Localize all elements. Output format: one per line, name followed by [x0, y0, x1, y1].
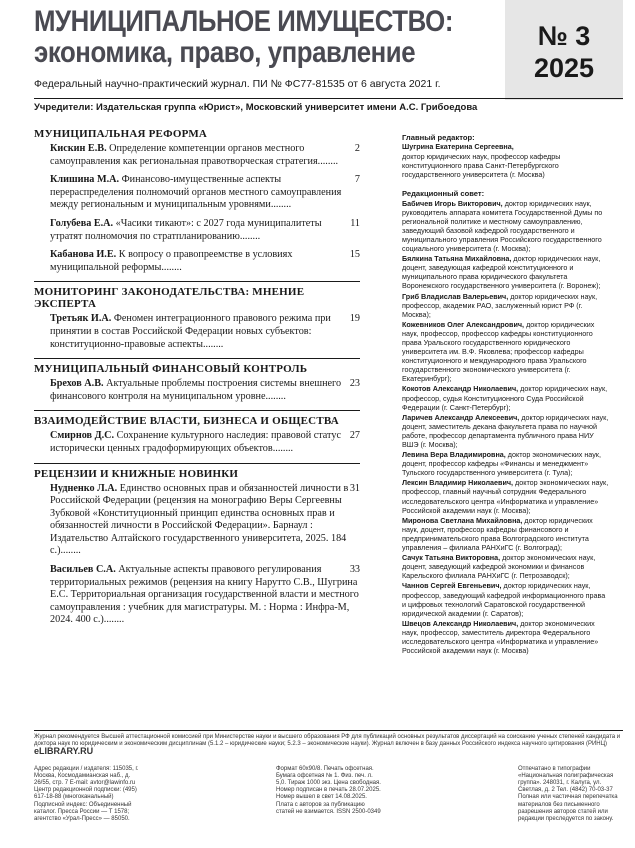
leader-dots: ........ [60, 545, 81, 557]
board-member-desc: доктор юридических наук, профессор, профессор кафедры конституционного права Уральского государственного юридического университета им. В.Ф. Яковлева; профессор кафедры конституционного и международного права Уральского государственного экономического университета (г. Екатеринбург); [402, 319, 595, 384]
article-author: Васильев С.А. [50, 564, 116, 576]
board-member-name: Гриб Владислав Валерьевич, [402, 291, 509, 301]
footer-col-address: Адрес редакции / издателя: 115035, г. Москва, Космодамианская наб., д. 26/55, стр. 7 E-mail: avtor@lawinfo.ru Центр редакционной подписки: (495) 617-18-88 (многоканальный) Подписной индекс: Объединенный каталог. Пресса России — Т 1578; агентство «Урал-Пресс» — 85050. [34, 765, 139, 823]
issue-box [505, 0, 623, 100]
article-author: Смирнов Д.С. [50, 430, 115, 442]
issue-number-text: № 3 [537, 21, 591, 51]
founders-divider [34, 98, 623, 99]
board-member-name: Левина Вера Владимировна, [402, 450, 506, 460]
toc-article[interactable] [50, 143, 360, 168]
board-member-desc: доктор экономических наук, профессор, главный научный сотрудник Федерального исследовательского центра «Информатика и управление» Российской академии наук (г. Москва); [402, 478, 609, 515]
toc-section-title: РЕЦЕНЗИИ И КНИЖНЫЕ НОВИНКИ [34, 463, 360, 480]
toc-article[interactable] [50, 313, 360, 351]
toc-section-title: МУНИЦИПАЛЬНАЯ РЕФОРМА [34, 128, 208, 140]
article-title: Сохранение культурного наследия: правовой статус исторически ценных градоформирующих объектов [50, 430, 341, 454]
editor-label: Главный редактор: [402, 133, 475, 142]
footer [34, 730, 623, 823]
board-member [402, 619, 610, 655]
article-author: Голубева Е.А. [50, 217, 114, 229]
footer-col-format: Формат 60х90/8. Печать офсетная. Бумага офсетная № 1. Физ. печ. л. 5,0. Тираж 1000 экз. Цена свободная. Номер подписан в печать 28.07.2025. Номер вышел в свет 14.08.2025. Плата с авторов за публикацию статей не взимается. ISSN 2500-0349 [276, 765, 381, 815]
article-author: Клишина М.А. [50, 174, 120, 186]
board-member [402, 199, 610, 254]
board-member-name: Кожевников Олег Александрович, [402, 319, 525, 329]
leader-dots: ........ [270, 199, 292, 211]
toc-article[interactable] [50, 483, 360, 559]
board-label: Редакционный совет: [402, 189, 485, 199]
article-title: «Часики тикают»: с 2027 года муниципалитеты утратят полномочия по стратпланированию [50, 217, 322, 242]
board-member-desc: доктор юридических наук, доцент, заместитель декана факультета права по научной работе, профессор департамента публичного права НИУ ВШЭ (г. Москва); [402, 412, 609, 449]
board-member [402, 516, 610, 552]
board-list [402, 199, 610, 656]
toc-section [34, 358, 360, 403]
table-of-contents [34, 126, 360, 634]
article-title: Актуальные проблемы построения системы внешнего финансового контроля на муниципальном уровне [50, 378, 342, 402]
board-member [402, 553, 610, 580]
article-title: Финансово-имущественные аспекты перераспределения полномочий органов местного самоуправления между региональным и муниципальным уровнями [50, 174, 342, 211]
article-page-number: 7 [354, 174, 360, 186]
leader-dots: ........ [103, 614, 125, 626]
board-member [402, 478, 610, 514]
toc-section [34, 126, 360, 274]
board-member [402, 413, 610, 449]
board-member-name: Миронова Светлана Михайловна, [402, 515, 523, 525]
board-member [402, 384, 610, 411]
article-title: Единство основных прав и обязанностей личности в Российской Федерации (рецензия на монографию Веры Сергеевны Зубковой «Конституционный принцип единства основных прав и обязанностей личности в Российской Федерации». Барнаул : Издательство Алтайского государственного университета, 2025. 184 с.) [50, 482, 349, 557]
board-member [402, 450, 610, 477]
article-author: Кабанова И.Е. [50, 249, 117, 261]
board-member-desc: доктор юридических наук, профессор, заведующий кафедрой информационного права и цифровых технологий Саратовской государственной юридической академии (г. Саратов); [402, 581, 606, 618]
journal-title-line2: экономика, право, управление [34, 36, 416, 69]
issue-number [505, 20, 623, 84]
toc-section-title: МОНИТОРИНГ ЗАКОНОДАТЕЛЬСТВА: МНЕНИЕ ЭКСПЕРТА [34, 281, 360, 310]
board-member-desc: доктор юридических наук, доцент, заведующая кафедрой конституционного и муниципального права юридического факультета Воронежского государственного университета (г. Воронеж); [402, 254, 601, 291]
toc-article[interactable] [50, 430, 360, 455]
article-title: Определение компетенции органов местного самоуправления как региональная правотворческая стратегия [50, 143, 318, 167]
board-member-desc: доктор юридических наук, доцент, профессор кафедры финансового и предпринимательского права Волгоградского института управления – филиала РАНХиГС (г. Волгоград); [402, 515, 593, 553]
board-member-name: Кокотов Александр Николаевич, [402, 384, 519, 394]
leader-dots: ........ [272, 442, 294, 454]
board-member-name: Чаннов Сергей Евгеньевич, [402, 581, 502, 591]
board-member-name: Сачук Татьяна Викторовна, [402, 553, 501, 563]
leader-dots: ........ [161, 261, 182, 273]
article-page-number: 11 [350, 217, 360, 229]
article-page-number: 15 [349, 249, 360, 261]
footer-columns [34, 766, 623, 824]
board-member-desc: доктор экономических наук, доцент, профессор кафедры «Финансы и менеджмент» Тульского государственного университета (г. Тула); [402, 450, 601, 478]
toc-section [34, 463, 360, 628]
board-member-desc: доктор экономических наук, доцент, заведующий кафедрой экономики и финансов Карельского филиала РАНХиГС (г. Петрозаводск); [402, 553, 596, 581]
editor-name: Шугрина Екатерина Сергеевна, [402, 142, 514, 152]
toc-section [34, 281, 360, 351]
journal-title-line1: МУНИЦИПАЛЬНОЕ ИМУЩЕСТВО: [34, 5, 453, 38]
article-page-number: 33 [349, 564, 360, 576]
board-member [402, 254, 610, 290]
toc-section-title: МУНИЦИПАЛЬНЫЙ ФИНАНСОВЫЙ КОНТРОЛЬ [34, 358, 360, 375]
board-member-desc: доктор юридических наук, руководитель аппарата комитета Государственной Думы по региональной политике и местному самоуправлению, заведующий базовой кафедрой государственного и муниципального управления Российского государственного социального университета (г. Москва); [402, 198, 603, 254]
article-page-number: 27 [349, 430, 360, 442]
article-title: Феномен интеграционного правового режима при принятии в состав Российской Федерации новых субъектов: конституционно-правовые аспекты [50, 313, 331, 350]
toc-section-title: ВЗАИМОДЕЙСТВИЕ ВЛАСТИ, БИЗНЕСА И ОБЩЕСТВА [34, 410, 360, 427]
board-member-name: Бялкина Татьяна Михайловна, [402, 254, 512, 264]
toc-article[interactable] [50, 249, 360, 274]
article-author: Нудненко Л.А. [50, 482, 118, 494]
editorial-sidebar [402, 133, 610, 656]
board-member-desc: доктор юридических наук, профессор, судья Конституционного Суда Российской Федерации (г. Санкт-Петербург); [402, 384, 608, 412]
board-member [402, 581, 610, 617]
journal-title [34, 6, 453, 68]
article-title: К вопросу о правопреемстве в условиях муниципальной реформы [50, 249, 293, 273]
article-title: Актуальные аспекты правового регулирования территориальных режимов (рецензия на книгу Нарутто С.В., Шугрина Е.С. Территориальная организация государственной власти и местного самоуправления : учебник для магистратуры. М. : Норма : Инфра-М, 2024. 400 с.) [50, 564, 359, 626]
article-author: Кискин Е.В. [50, 143, 107, 154]
board-member [402, 320, 610, 384]
elibrary-logo: eLIBRARY.RU [34, 746, 94, 757]
founders-line: Учредители: Издательская группа «Юрист», Московский университет имени А.С. Грибоедова [34, 102, 478, 113]
leader-dots: ........ [265, 390, 286, 402]
board-member-desc: доктор юридических наук, профессор, академик РАО, заслуженный юрист РФ (г. Москва); [402, 291, 598, 319]
toc-article[interactable] [50, 564, 360, 627]
article-author: Третьяк И.А. [50, 313, 112, 325]
issue-year-text: 2025 [533, 53, 595, 83]
article-page-number: 19 [349, 313, 360, 325]
journal-subtitle: Федеральный научно-практический журнал. ПИ № ФС77-81535 от 6 августа 2021 г. [34, 78, 441, 90]
toc-article[interactable] [50, 378, 360, 403]
article-page-number: 23 [349, 378, 360, 390]
board-member-desc: доктор экономических наук, профессор, заместитель директора Федерального исследовательского центра «Информатика и управление» Российской академии наук (г. Москва) [402, 618, 599, 656]
article-author: Брехов А.В. [50, 378, 104, 390]
leader-dots: ........ [202, 338, 224, 350]
footer-col-printing: Отпечатано в типографии «Национальная полиграфическая группа». 248031, г. Калуга, ул. Светлая, д. 2 Тел. (4842) 70-03-37 Полная или частичная перепечатка материалов без письменного разрешения авторов статей или редакции преследуется по закону. [518, 765, 618, 823]
masthead [0, 0, 635, 126]
footer-note-text: Журнал рекомендуется Высшей аттестационной комиссией при Министерстве науки и высшего образования РФ для публикаций основных результатов диссертаций на соискание ученых степеней кандидата и доктора наук по юридическим и экономическим дисциплинам (5.1.2 – юридические науки; 5.2.3 – экономические науки). Журнал включен в базу данных Российского индекса научного цитирования (РИНЦ) [34, 734, 621, 748]
toc-article[interactable] [50, 174, 360, 212]
board-member [402, 292, 610, 319]
board-member-name: Швецов Александр Николаевич, [402, 618, 519, 628]
board-member-name: Лексин Владимир Николаевич, [402, 478, 514, 488]
footer-note [34, 730, 623, 758]
editor-description: доктор юридических наук, профессор кафедры конституционного права Санкт-Петербургского государственного университета (г. Москва) [402, 152, 561, 180]
toc-article[interactable] [50, 218, 360, 243]
article-page-number: 31 [349, 482, 360, 494]
toc-section [34, 410, 360, 455]
article-page-number: 2 [354, 143, 360, 154]
leader-dots: ........ [239, 230, 261, 242]
board-member-name: Ларичев Александр Алексеевич, [402, 412, 520, 422]
leader-dots: ........ [317, 155, 339, 167]
board-member-name: Бабичев Игорь Викторович, [402, 198, 503, 208]
